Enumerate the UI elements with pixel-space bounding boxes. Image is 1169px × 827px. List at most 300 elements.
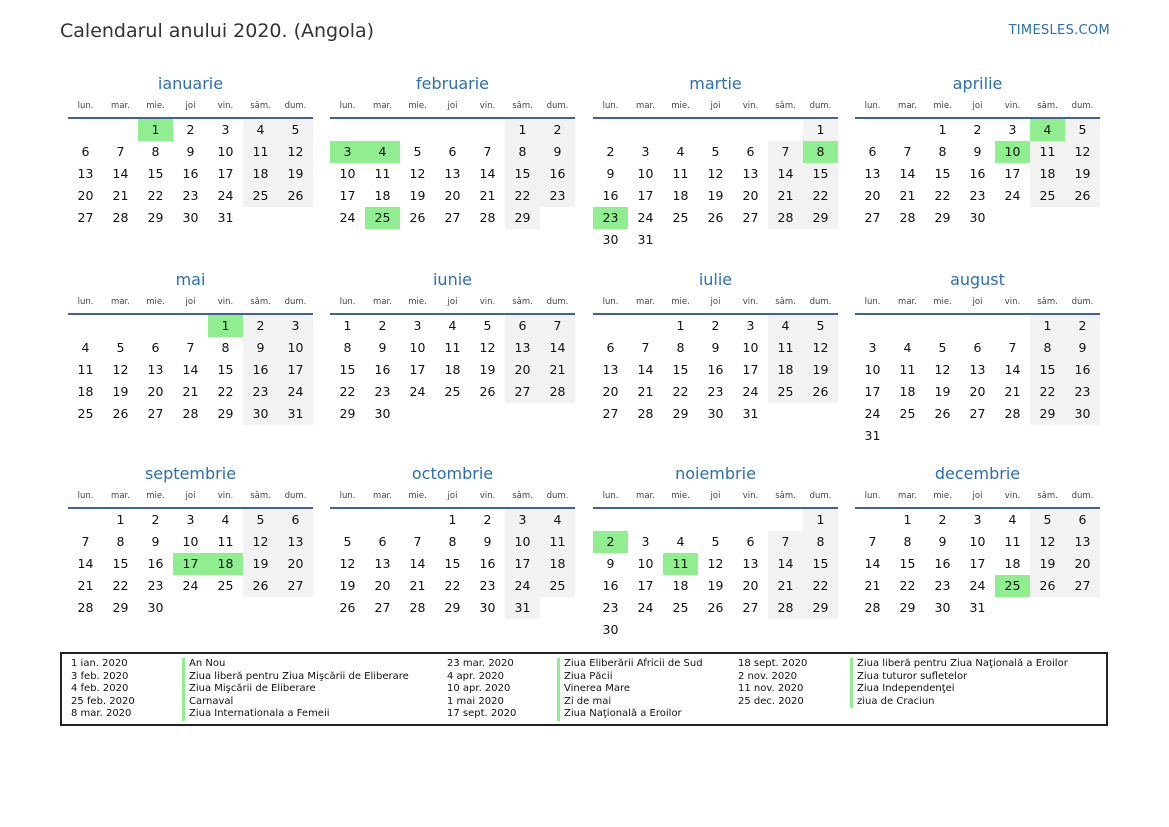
day-cell: 28 bbox=[864, 600, 881, 615]
empty-cell bbox=[365, 509, 400, 531]
day-cell: 12 bbox=[112, 362, 129, 377]
day-cell: 24 bbox=[409, 384, 426, 399]
day-cell: 17 bbox=[637, 578, 654, 593]
month-name: decembrie bbox=[934, 464, 1021, 483]
day-cell: 20 bbox=[278, 553, 313, 575]
weekday-header: sâm. bbox=[505, 291, 540, 315]
day-cell: 8 bbox=[903, 534, 912, 549]
day-cell: 20 bbox=[969, 384, 986, 399]
weekday-header: lun. bbox=[855, 95, 890, 119]
weekday-header: sâm. bbox=[505, 485, 540, 509]
day-cell: 13 bbox=[602, 362, 619, 377]
day-cell: 21 bbox=[77, 578, 94, 593]
day-cell: 12 bbox=[934, 362, 951, 377]
weekday-header: lun. bbox=[330, 95, 365, 119]
day-cell: 5 bbox=[938, 340, 947, 355]
month-name: octombrie bbox=[411, 464, 494, 483]
day-cell: 10 bbox=[637, 166, 654, 181]
legend-date: 1 ian. 2020 bbox=[71, 658, 128, 669]
day-cell: 29 bbox=[147, 210, 164, 225]
day-cell: 23 bbox=[182, 188, 199, 203]
day-cell: 13 bbox=[864, 166, 881, 181]
day-cell: 14 bbox=[768, 553, 803, 575]
weekday-header: mar. bbox=[628, 291, 663, 315]
day-cell: 23 bbox=[540, 185, 575, 207]
weekday-header: mar. bbox=[365, 485, 400, 509]
day-cell: 21 bbox=[768, 185, 803, 207]
day-cell: 27 bbox=[742, 210, 759, 225]
month-februarie bbox=[330, 73, 575, 229]
day-cell: 13 bbox=[444, 166, 461, 181]
day-cell: 19 bbox=[803, 359, 838, 381]
weekday-header: joi bbox=[173, 291, 208, 315]
day-cell: 30 bbox=[1065, 403, 1100, 425]
weekday-header: lun. bbox=[593, 95, 628, 119]
day-cell: 4 bbox=[903, 340, 912, 355]
weekday-header: vin. bbox=[208, 95, 243, 119]
day-cell: 17 bbox=[278, 359, 313, 381]
day-cell: 15 bbox=[899, 556, 916, 571]
empty-cell bbox=[663, 509, 698, 531]
day-cell: 15 bbox=[1030, 359, 1065, 381]
day-cell: 19 bbox=[479, 362, 496, 377]
month-name: martie bbox=[689, 74, 742, 93]
day-cell: 23 bbox=[147, 578, 164, 593]
holiday-day-cell: 18 bbox=[208, 553, 243, 575]
day-cell: 30 bbox=[182, 210, 199, 225]
day-cell: 18 bbox=[444, 362, 461, 377]
day-cell: 31 bbox=[742, 406, 759, 421]
day-cell: 3 bbox=[746, 318, 755, 333]
day-cell: 2 bbox=[378, 318, 387, 333]
day-cell: 27 bbox=[77, 210, 94, 225]
day-cell: 13 bbox=[147, 362, 164, 377]
day-cell: 4 bbox=[81, 340, 90, 355]
legend-date: 1 mai 2020 bbox=[447, 695, 504, 707]
day-cell: 20 bbox=[77, 188, 94, 203]
day-cell: 25 bbox=[217, 578, 234, 593]
day-cell: 19 bbox=[707, 188, 724, 203]
weekday-header: dum. bbox=[278, 485, 313, 509]
weekday-header: vin. bbox=[470, 95, 505, 119]
day-cell: 21 bbox=[1004, 384, 1021, 399]
day-cell: 23 bbox=[602, 600, 619, 615]
day-cell: 18 bbox=[540, 553, 575, 575]
day-cell: 16 bbox=[934, 556, 951, 571]
legend-holiday-name: Vinerea Mare bbox=[564, 683, 631, 694]
day-cell: 6 bbox=[1065, 509, 1100, 531]
weekday-header: mie. bbox=[925, 95, 960, 119]
day-cell: 27 bbox=[147, 406, 164, 421]
day-cell: 12 bbox=[707, 166, 724, 181]
day-cell: 25 bbox=[672, 210, 689, 225]
weekday-header: mar. bbox=[628, 485, 663, 509]
day-cell: 16 bbox=[602, 578, 619, 593]
day-cell: 19 bbox=[278, 163, 313, 185]
day-cell: 27 bbox=[969, 406, 986, 421]
day-cell: 29 bbox=[803, 207, 838, 229]
day-cell: 13 bbox=[374, 556, 391, 571]
day-cell: 20 bbox=[505, 359, 540, 381]
day-cell: 2 bbox=[938, 512, 947, 527]
day-cell: 16 bbox=[540, 163, 575, 185]
day-cell: 1 bbox=[903, 512, 912, 527]
weekday-header: lun. bbox=[593, 485, 628, 509]
holiday-day-cell: 11 bbox=[663, 553, 698, 575]
day-cell: 7 bbox=[483, 144, 492, 159]
month-noiembrie bbox=[593, 463, 838, 641]
day-cell: 3 bbox=[186, 512, 195, 527]
weekday-header: sâm. bbox=[243, 95, 278, 119]
day-cell: 9 bbox=[378, 340, 387, 355]
day-cell: 3 bbox=[278, 315, 313, 337]
weekday-header: lun. bbox=[593, 291, 628, 315]
day-cell: 19 bbox=[339, 578, 356, 593]
weekday-header: vin. bbox=[995, 95, 1030, 119]
day-cell: 30 bbox=[243, 403, 278, 425]
day-cell: 6 bbox=[606, 340, 615, 355]
weekday-header: mar. bbox=[890, 95, 925, 119]
weekday-header: mie. bbox=[138, 95, 173, 119]
day-cell: 29 bbox=[803, 597, 838, 619]
day-cell: 22 bbox=[672, 384, 689, 399]
day-cell: 19 bbox=[243, 553, 278, 575]
day-cell: 4 bbox=[1008, 512, 1017, 527]
legend-date: 4 feb. 2020 bbox=[71, 683, 129, 694]
month-name: mai bbox=[175, 270, 206, 289]
empty-cell bbox=[925, 315, 960, 337]
weekday-header: joi bbox=[960, 485, 995, 509]
legend-date: 17 sept. 2020 bbox=[447, 708, 517, 719]
day-cell: 30 bbox=[934, 600, 951, 615]
day-cell: 8 bbox=[151, 144, 160, 159]
day-cell: 27 bbox=[278, 575, 313, 597]
day-cell: 30 bbox=[374, 406, 391, 421]
day-cell: 30 bbox=[602, 622, 619, 637]
day-cell: 23 bbox=[374, 384, 391, 399]
day-cell: 3 bbox=[413, 318, 422, 333]
day-cell: 25 bbox=[768, 381, 803, 403]
day-cell: 23 bbox=[1065, 381, 1100, 403]
legend-date: 25 dec. 2020 bbox=[738, 695, 804, 707]
day-cell: 24 bbox=[969, 578, 986, 593]
empty-cell bbox=[698, 509, 733, 531]
month-ianuarie bbox=[68, 73, 313, 229]
brand-link[interactable]: TIMESLES.COM bbox=[1008, 23, 1110, 38]
legend-date: 4 apr. 2020 bbox=[447, 670, 505, 682]
day-cell: 13 bbox=[742, 556, 759, 571]
day-cell: 24 bbox=[637, 600, 654, 615]
weekday-header: vin. bbox=[470, 291, 505, 315]
weekday-header: sâm. bbox=[768, 291, 803, 315]
day-cell: 10 bbox=[182, 534, 199, 549]
day-cell: 27 bbox=[1065, 575, 1100, 597]
day-cell: 6 bbox=[81, 144, 90, 159]
day-cell: 21 bbox=[112, 188, 129, 203]
day-cell: 1 bbox=[803, 119, 838, 141]
day-cell: 16 bbox=[182, 166, 199, 181]
day-cell: 1 bbox=[505, 119, 540, 141]
day-cell: 11 bbox=[444, 340, 461, 355]
weekday-header: mar. bbox=[103, 95, 138, 119]
day-cell: 23 bbox=[707, 384, 724, 399]
legend-date: 2 nov. 2020 bbox=[738, 670, 797, 682]
day-cell: 18 bbox=[899, 384, 916, 399]
day-cell: 29 bbox=[217, 406, 234, 421]
weekday-header: sâm. bbox=[1030, 291, 1065, 315]
day-cell: 3 bbox=[868, 340, 877, 355]
day-cell: 20 bbox=[742, 188, 759, 203]
day-cell: 26 bbox=[934, 406, 951, 421]
month-name: februarie bbox=[415, 74, 490, 93]
weekday-header: vin. bbox=[733, 95, 768, 119]
day-cell: 2 bbox=[243, 315, 278, 337]
weekday-header: joi bbox=[435, 291, 470, 315]
weekday-header: mie. bbox=[925, 485, 960, 509]
day-cell: 26 bbox=[243, 575, 278, 597]
weekday-header: mar. bbox=[103, 485, 138, 509]
day-cell: 2 bbox=[540, 119, 575, 141]
day-cell: 11 bbox=[217, 534, 234, 549]
weekday-header: joi bbox=[435, 95, 470, 119]
day-cell: 14 bbox=[77, 556, 94, 571]
day-cell: 7 bbox=[903, 144, 912, 159]
day-cell: 24 bbox=[217, 188, 234, 203]
day-cell: 15 bbox=[444, 556, 461, 571]
day-cell: 9 bbox=[606, 556, 615, 571]
day-cell: 17 bbox=[217, 166, 234, 181]
day-cell: 21 bbox=[768, 575, 803, 597]
day-cell: 27 bbox=[374, 600, 391, 615]
day-cell: 25 bbox=[899, 406, 916, 421]
legend-holiday-name: An Nou bbox=[189, 658, 226, 669]
weekday-header: mar. bbox=[628, 95, 663, 119]
empty-cell bbox=[68, 315, 103, 337]
day-cell: 22 bbox=[505, 185, 540, 207]
day-cell: 4 bbox=[676, 144, 685, 159]
empty-cell bbox=[593, 315, 628, 337]
day-cell: 3 bbox=[1008, 122, 1017, 137]
day-cell: 16 bbox=[147, 556, 164, 571]
empty-cell bbox=[68, 119, 103, 141]
day-cell: 24 bbox=[182, 578, 199, 593]
day-cell: 11 bbox=[899, 362, 916, 377]
day-cell: 5 bbox=[711, 144, 720, 159]
day-cell: 24 bbox=[637, 210, 654, 225]
legend-holiday-name: Zi de mai bbox=[564, 695, 612, 707]
day-cell: 21 bbox=[864, 578, 881, 593]
month-august bbox=[855, 269, 1100, 447]
empty-cell bbox=[400, 509, 435, 531]
day-cell: 6 bbox=[448, 144, 457, 159]
legend-holiday-name: Ziua liberă pentru Ziua Naţională a Eroilor bbox=[857, 658, 1068, 669]
day-cell: 9 bbox=[243, 337, 278, 359]
weekday-header: mar. bbox=[890, 485, 925, 509]
day-cell: 24 bbox=[742, 384, 759, 399]
weekday-header: dum. bbox=[1065, 95, 1100, 119]
day-cell: 5 bbox=[243, 509, 278, 531]
day-cell: 21 bbox=[409, 578, 426, 593]
month-mai bbox=[68, 269, 313, 425]
day-cell: 16 bbox=[602, 188, 619, 203]
day-cell: 25 bbox=[540, 575, 575, 597]
day-cell: 4 bbox=[221, 512, 230, 527]
weekday-header: sâm. bbox=[243, 485, 278, 509]
day-cell: 29 bbox=[339, 406, 356, 421]
weekday-header: mie. bbox=[400, 485, 435, 509]
day-cell: 14 bbox=[864, 556, 881, 571]
day-cell: 31 bbox=[217, 210, 234, 225]
day-cell: 30 bbox=[602, 232, 619, 247]
weekday-header: mie. bbox=[663, 485, 698, 509]
weekday-header: sâm. bbox=[505, 95, 540, 119]
empty-cell bbox=[628, 119, 663, 141]
weekday-header: mar. bbox=[103, 291, 138, 315]
day-cell: 6 bbox=[973, 340, 982, 355]
legend-date: 23 mar. 2020 bbox=[447, 658, 514, 669]
day-cell: 7 bbox=[116, 144, 125, 159]
day-cell: 22 bbox=[899, 578, 916, 593]
holiday-day-cell: 17 bbox=[173, 553, 208, 575]
day-cell: 14 bbox=[182, 362, 199, 377]
month-martie bbox=[593, 73, 838, 251]
day-cell: 29 bbox=[112, 600, 129, 615]
weekday-header: lun. bbox=[68, 485, 103, 509]
day-cell: 24 bbox=[1004, 188, 1021, 203]
day-cell: 28 bbox=[768, 597, 803, 619]
day-cell: 10 bbox=[339, 166, 356, 181]
day-cell: 14 bbox=[768, 163, 803, 185]
day-cell: 10 bbox=[409, 340, 426, 355]
weekday-header: vin. bbox=[470, 485, 505, 509]
empty-cell bbox=[768, 509, 803, 531]
day-cell: 2 bbox=[711, 318, 720, 333]
day-cell: 23 bbox=[969, 188, 986, 203]
day-cell: 3 bbox=[505, 509, 540, 531]
weekday-header: dum. bbox=[1065, 291, 1100, 315]
holiday-day-cell: 1 bbox=[208, 315, 243, 337]
day-cell: 19 bbox=[409, 188, 426, 203]
day-cell: 26 bbox=[339, 600, 356, 615]
day-cell: 22 bbox=[1030, 381, 1065, 403]
weekday-header: lun. bbox=[855, 291, 890, 315]
day-cell: 1 bbox=[1030, 315, 1065, 337]
legend-dates-column bbox=[71, 658, 135, 721]
day-cell: 14 bbox=[899, 166, 916, 181]
day-cell: 12 bbox=[479, 340, 496, 355]
day-cell: 30 bbox=[147, 600, 164, 615]
day-cell: 18 bbox=[1030, 163, 1065, 185]
weekday-header: joi bbox=[960, 95, 995, 119]
month-decembrie bbox=[855, 463, 1100, 619]
weekday-header: vin. bbox=[995, 485, 1030, 509]
empty-cell bbox=[400, 119, 435, 141]
legend-date: 10 apr. 2020 bbox=[447, 683, 511, 694]
day-cell: 31 bbox=[969, 600, 986, 615]
day-cell: 28 bbox=[637, 406, 654, 421]
empty-cell bbox=[890, 315, 925, 337]
empty-cell bbox=[768, 119, 803, 141]
day-cell: 17 bbox=[864, 384, 881, 399]
legend-holiday-name: Ziua liberă pentru Ziua Mişcării de Eliberare bbox=[189, 670, 409, 682]
day-cell: 10 bbox=[217, 144, 234, 159]
empty-cell bbox=[330, 119, 365, 141]
day-cell: 12 bbox=[707, 556, 724, 571]
empty-cell bbox=[103, 119, 138, 141]
day-cell: 18 bbox=[672, 188, 689, 203]
weekday-header: mar. bbox=[365, 291, 400, 315]
day-cell: 12 bbox=[1030, 531, 1065, 553]
day-cell: 8 bbox=[221, 340, 230, 355]
month-aprilie bbox=[855, 73, 1100, 229]
month-name: noiembrie bbox=[675, 464, 756, 483]
weekday-header: joi bbox=[173, 95, 208, 119]
day-cell: 9 bbox=[711, 340, 720, 355]
day-cell: 11 bbox=[768, 337, 803, 359]
day-cell: 12 bbox=[1065, 141, 1100, 163]
day-cell: 28 bbox=[182, 406, 199, 421]
day-cell: 1 bbox=[676, 318, 685, 333]
day-cell: 23 bbox=[934, 578, 951, 593]
holiday-day-cell: 1 bbox=[138, 119, 173, 141]
weekday-header: joi bbox=[698, 485, 733, 509]
legend-holiday-name: Ziua Mişcării de Eliberare bbox=[189, 683, 316, 694]
day-cell: 2 bbox=[606, 144, 615, 159]
weekday-header: dum. bbox=[540, 95, 575, 119]
day-cell: 9 bbox=[938, 534, 947, 549]
day-cell: 11 bbox=[243, 141, 278, 163]
day-cell: 25 bbox=[444, 384, 461, 399]
day-cell: 3 bbox=[641, 144, 650, 159]
day-cell: 7 bbox=[641, 340, 650, 355]
legend-date: 8 mar. 2020 bbox=[71, 708, 132, 719]
day-cell: 22 bbox=[803, 185, 838, 207]
day-cell: 7 bbox=[1008, 340, 1017, 355]
legend-date: 11 nov. 2020 bbox=[738, 683, 804, 694]
empty-cell bbox=[698, 119, 733, 141]
day-cell: 29 bbox=[899, 600, 916, 615]
weekday-header: mie. bbox=[400, 291, 435, 315]
weekday-header: joi bbox=[698, 291, 733, 315]
day-cell: 4 bbox=[448, 318, 457, 333]
legend-holiday-name: Ziua Eliberării Africii de Sud bbox=[564, 658, 703, 669]
legend-names-column bbox=[850, 658, 1068, 708]
day-cell: 8 bbox=[676, 340, 685, 355]
holiday-day-cell: 4 bbox=[1030, 119, 1065, 141]
month-iulie bbox=[593, 269, 838, 425]
month-octombrie bbox=[330, 463, 575, 619]
day-cell: 13 bbox=[1065, 531, 1100, 553]
day-cell: 15 bbox=[505, 163, 540, 185]
day-cell: 24 bbox=[339, 210, 356, 225]
legend-holiday-name: ziua de Craciun bbox=[857, 695, 935, 707]
day-cell: 25 bbox=[1030, 185, 1065, 207]
day-cell: 7 bbox=[768, 141, 803, 163]
day-cell: 17 bbox=[742, 362, 759, 377]
day-cell: 18 bbox=[672, 578, 689, 593]
day-cell: 15 bbox=[217, 362, 234, 377]
day-cell: 3 bbox=[641, 534, 650, 549]
day-cell: 5 bbox=[483, 318, 492, 333]
day-cell: 6 bbox=[868, 144, 877, 159]
day-cell: 26 bbox=[707, 600, 724, 615]
day-cell: 29 bbox=[505, 207, 540, 229]
day-cell: 7 bbox=[540, 315, 575, 337]
day-cell: 27 bbox=[444, 210, 461, 225]
legend-holiday-name: Carnaval bbox=[189, 695, 234, 707]
day-cell: 23 bbox=[243, 381, 278, 403]
day-cell: 20 bbox=[742, 578, 759, 593]
